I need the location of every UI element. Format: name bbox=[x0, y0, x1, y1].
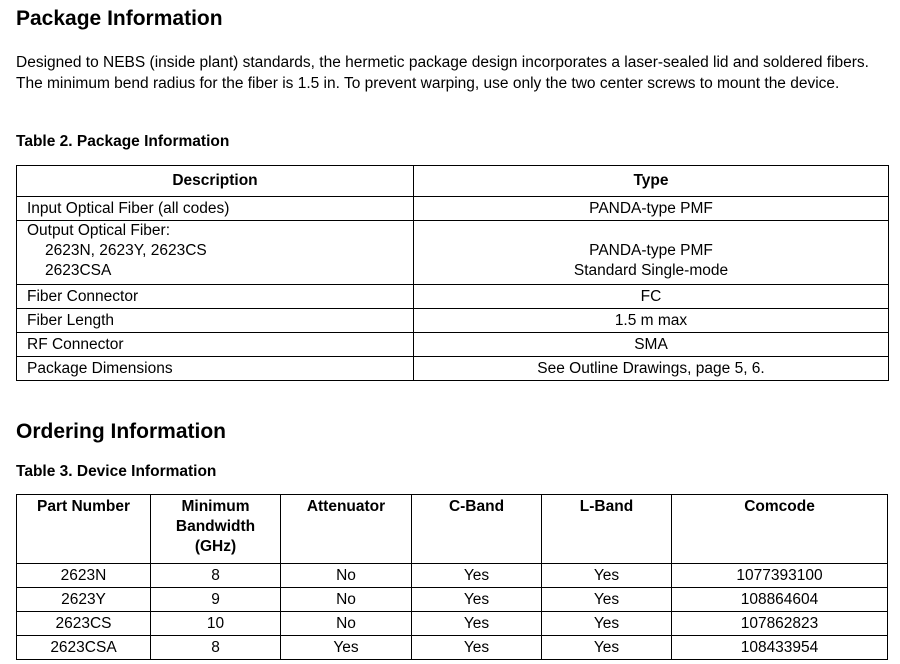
column-header-l-band: L-Band bbox=[542, 495, 672, 564]
l-band-cell: Yes bbox=[542, 636, 672, 660]
type-cell: See Outline Drawings, page 5, 6. bbox=[414, 357, 889, 381]
ordering-information-heading: Ordering Information bbox=[16, 420, 226, 443]
attenuator-cell: No bbox=[281, 564, 412, 588]
comcode-cell: 108864604 bbox=[672, 588, 888, 612]
c-band-cell: Yes bbox=[412, 612, 542, 636]
column-header-part-number: Part Number bbox=[17, 495, 151, 564]
description-line: 2623N, 2623Y, 2623CS bbox=[45, 242, 207, 259]
table-row bbox=[17, 588, 888, 612]
type-line: Standard Single-mode bbox=[573, 262, 729, 279]
package-description-paragraph: Designed to NEBS (inside plant) standards, the hermetic package design incorporates a laser-sealed lid and soldered fibers. The minimum bend radius for the fiber is 1.5 in. To prevent warping, use only the two center screws to mount the device. bbox=[16, 54, 869, 92]
column-header-description: Description bbox=[17, 166, 414, 197]
part-number-cell: 2623CS bbox=[17, 612, 151, 636]
description-cell: RF Connector bbox=[17, 333, 414, 357]
part-number-cell: 2623CSA bbox=[17, 636, 151, 660]
table-2-caption: Table 2. Package Information bbox=[16, 133, 230, 150]
column-header-c-band: C-Band bbox=[412, 495, 542, 564]
device-information-table bbox=[16, 494, 888, 660]
description-line: 2623CSA bbox=[45, 262, 112, 279]
l-band-cell: Yes bbox=[542, 588, 672, 612]
table-row bbox=[17, 285, 889, 309]
description-cell: Package Dimensions bbox=[17, 357, 414, 381]
type-cell: PANDA-type PMF bbox=[414, 197, 889, 221]
c-band-cell: Yes bbox=[412, 588, 542, 612]
description-cell bbox=[17, 221, 414, 285]
type-cell: FC bbox=[414, 285, 889, 309]
table-row bbox=[17, 636, 888, 660]
table-header-row bbox=[17, 495, 888, 564]
comcode-cell: 1077393100 bbox=[672, 564, 888, 588]
c-band-cell: Yes bbox=[412, 636, 542, 660]
table-header-row bbox=[17, 166, 889, 197]
comcode-cell: 107862823 bbox=[672, 612, 888, 636]
type-line: PANDA-type PMF bbox=[589, 242, 713, 259]
column-header-attenuator: Attenuator bbox=[281, 495, 412, 564]
part-number-cell: 2623N bbox=[17, 564, 151, 588]
type-cell bbox=[414, 221, 889, 285]
table-row bbox=[17, 357, 889, 381]
bandwidth-cell: 8 bbox=[151, 636, 281, 660]
description-cell: Fiber Connector bbox=[17, 285, 414, 309]
l-band-cell: Yes bbox=[542, 612, 672, 636]
type-cell: SMA bbox=[414, 333, 889, 357]
description-cell: Input Optical Fiber (all codes) bbox=[17, 197, 414, 221]
description-line: Output Optical Fiber: bbox=[27, 222, 171, 239]
c-band-cell: Yes bbox=[412, 564, 542, 588]
part-number-cell: 2623Y bbox=[17, 588, 151, 612]
column-header-type: Type bbox=[414, 166, 889, 197]
attenuator-cell: No bbox=[281, 588, 412, 612]
column-header-minimum-bandwidth: Minimum Bandwidth (GHz) bbox=[151, 495, 281, 564]
l-band-cell: Yes bbox=[542, 564, 672, 588]
comcode-cell: 108433954 bbox=[672, 636, 888, 660]
table-row bbox=[17, 333, 889, 357]
type-line bbox=[414, 221, 888, 241]
table-3-caption: Table 3. Device Information bbox=[16, 463, 217, 480]
table-row bbox=[17, 197, 889, 221]
bandwidth-cell: 9 bbox=[151, 588, 281, 612]
table-row bbox=[17, 564, 888, 588]
description-cell: Fiber Length bbox=[17, 309, 414, 333]
table-row bbox=[17, 221, 889, 285]
bandwidth-cell: 8 bbox=[151, 564, 281, 588]
attenuator-cell: No bbox=[281, 612, 412, 636]
column-header-comcode: Comcode bbox=[672, 495, 888, 564]
bandwidth-cell: 10 bbox=[151, 612, 281, 636]
package-information-table bbox=[16, 165, 889, 381]
package-information-heading: Package Information bbox=[16, 7, 223, 30]
type-cell: 1.5 m max bbox=[414, 309, 889, 333]
table-row bbox=[17, 612, 888, 636]
attenuator-cell: Yes bbox=[281, 636, 412, 660]
table-row bbox=[17, 309, 889, 333]
